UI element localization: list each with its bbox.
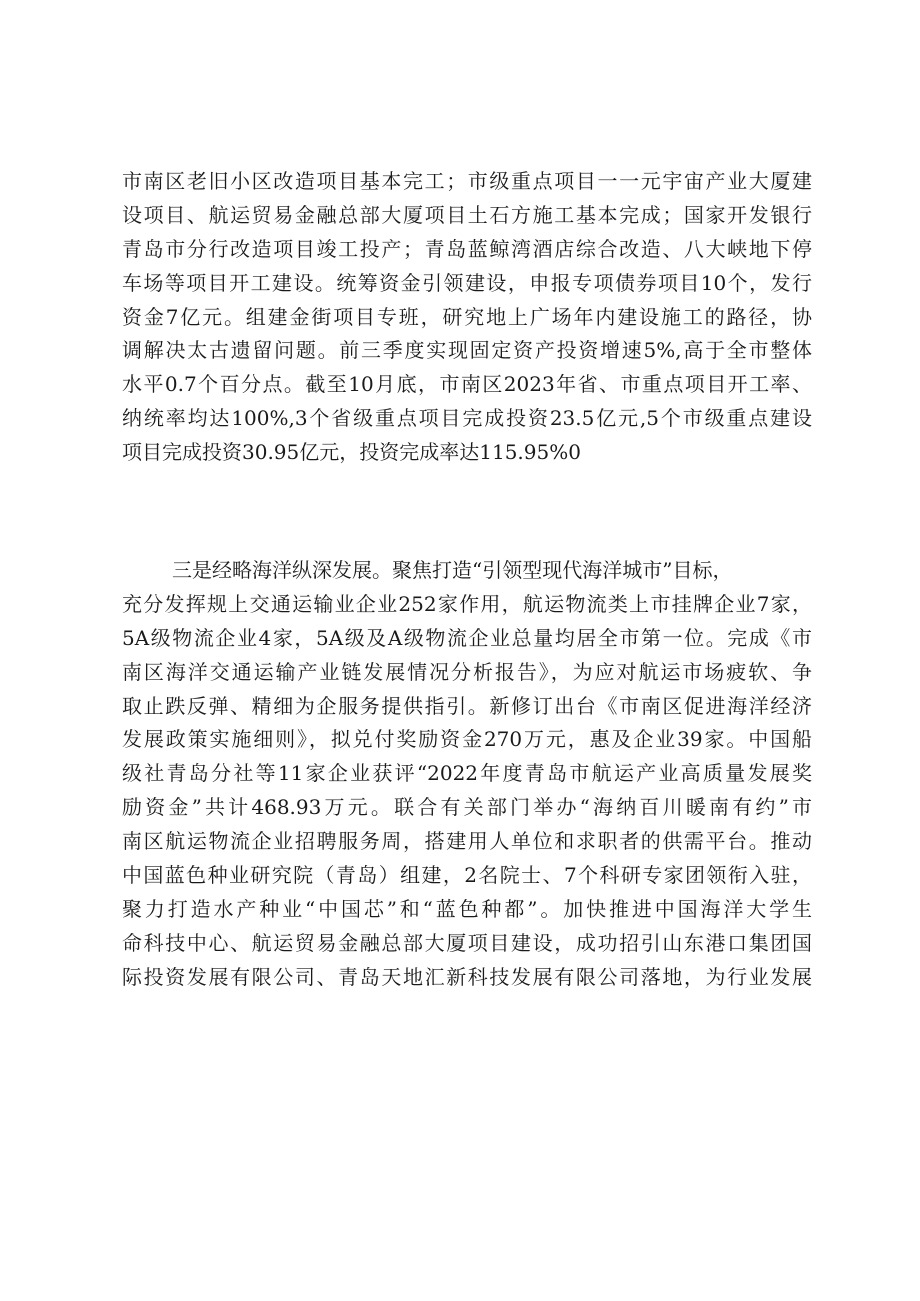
text-line: 励资金”共计468.93万元。联合有关部门举办“海纳百川暖南有约”市	[122, 795, 812, 820]
text-line: 设项目、航运贸易金融总部大厦项目土石方施工基本完成；国家开发银行	[122, 202, 812, 227]
text-line: 际投资发展有限公司、青岛天地汇新科技发展有限公司落地，为行业发展	[122, 964, 812, 989]
text-line: 水平0.7个百分点。截至10月底，市南区2023年省、市重点项目开工率、	[122, 372, 812, 397]
text-line: 南区海洋交通运输产业链发展情况分析报告》，为应对航运市场疲软、争	[122, 659, 812, 684]
text-line: 充分发挥规上交通运输业企业252家作用，航运物流类上市挂牌企业7家，	[122, 591, 812, 616]
text-line: 纳统率均达100%,3个省级重点项目完成投资23.5亿元,5个市级重点建设	[122, 406, 812, 431]
text-line: 南区航运物流企业招聘服务周，搭建用人单位和求职者的供需平台。推动	[122, 829, 812, 854]
text-line: 聚力打造水产种业“中国芯”和“蓝色种都”。加快推进中国海洋大学生	[122, 896, 812, 921]
text-line: 调解决太古遗留问题。前三季度实现固定资产投资增速5%,高于全市整体	[122, 338, 812, 363]
text-line-indented: 三是经略海洋纵深发展。聚焦打造“引领型现代海洋城市”目标，	[172, 558, 733, 582]
text-line: 青岛市分行改造项目竣工投产；青岛蓝鲸湾酒店综合改造、八大峡地下停	[122, 236, 812, 261]
text-line: 项目完成投资30.95亿元，投资完成率达115.95%0	[122, 440, 581, 465]
text-line: 命科技中心、航运贸易金融总部大厦项目建设，成功招引山东港口集团国	[122, 930, 812, 955]
text-line: 中国蓝色种业研究院（青岛）组建，2名院士、7个科研专家团领衔入驻，	[122, 863, 812, 888]
text-line: 5A级物流企业4家，5A级及A级物流企业总量均居全市第一位。完成《市	[122, 625, 812, 650]
text-line: 资金7亿元。组建金街项目专班，研究地上广场年内建设施工的路径，协	[122, 304, 812, 329]
text-line: 发展政策实施细则》，拟兑付奖励资金270万元，惠及企业39家。中国船	[122, 727, 812, 752]
text-line: 车场等项目开工建设。统筹资金引领建设，申报专项债券项目10个，发行	[122, 270, 812, 295]
paragraph-marine-development	[122, 554, 812, 995]
text-line: 级社青岛分社等11家企业获评“2022年度青岛市航运产业高质量发展奖	[122, 761, 812, 786]
text-line: 取止跌反弹、精细为企服务提供指引。新修订出台《市南区促进海洋经济	[122, 693, 812, 718]
text-line: 市南区老旧小区改造项目基本完工；市级重点项目一一元宇宙产业大厦建	[122, 169, 812, 193]
paragraph-urban-renewal	[122, 165, 812, 470]
